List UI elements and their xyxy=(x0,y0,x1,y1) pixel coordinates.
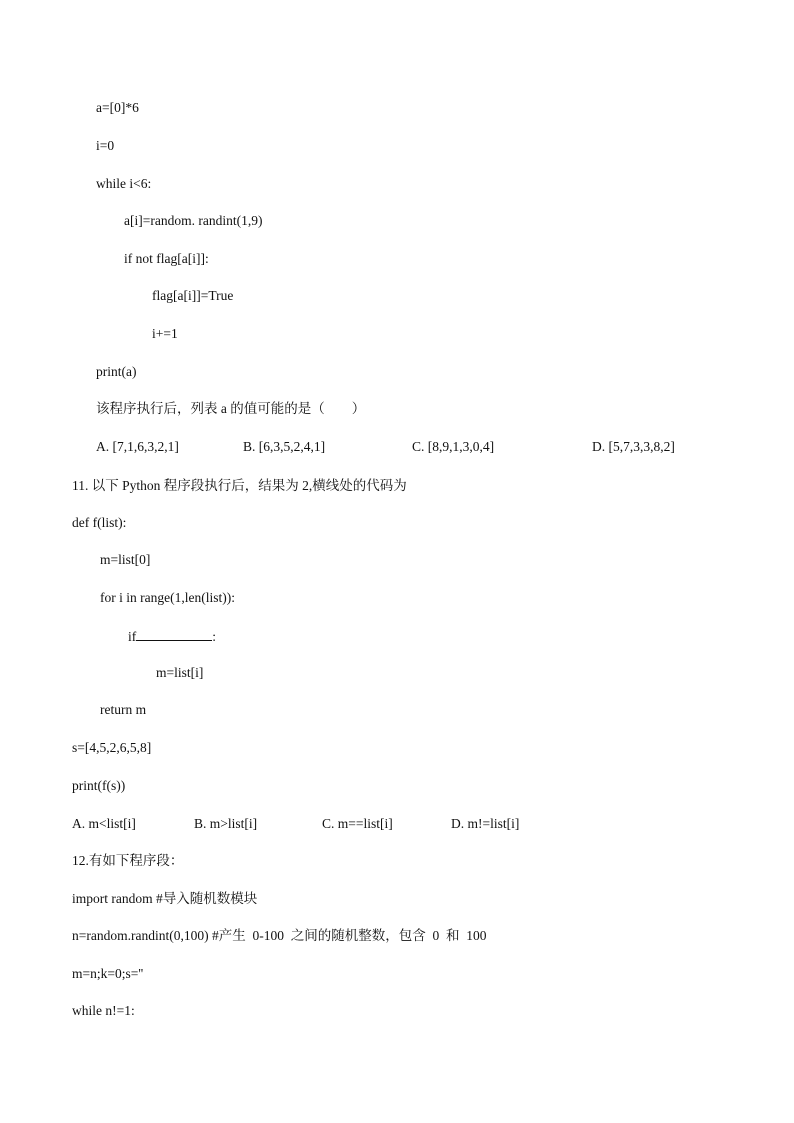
q12-code-line-2: n=random.randint(0,100) #产生 0-100 之间的随机整数，包含 0 和 100 xyxy=(72,928,487,943)
q11-option-a: A. m<list[i] xyxy=(72,816,136,831)
q11-option-c: C. m==list[i] xyxy=(322,816,393,831)
q11-answer-blank xyxy=(136,626,212,641)
q11-code-line-2: m=list[0] xyxy=(100,552,151,567)
q11-code-line-5: m=list[i] xyxy=(156,665,204,680)
q11-code-line-8: print(f(s)) xyxy=(72,778,126,793)
q11-code-line-7: s=[4,5,2,6,5,8] xyxy=(72,740,152,755)
q10-option-b: B. [6,3,5,2,4,1] xyxy=(243,439,326,454)
q11-option-d: D. m!=list[i] xyxy=(451,816,520,831)
q12-code-line-3: m=n;k=0;s='' xyxy=(72,966,144,981)
q11-if-colon: : xyxy=(212,629,217,644)
q12-code-line-4: while n!=1: xyxy=(72,1003,135,1018)
q11-title: 11. 以下 Python 程序段执行后，结果为 2,横线处的代码为 xyxy=(72,478,407,493)
q11-code-line-1: def f(list): xyxy=(72,515,127,530)
q10-code-line-3: while i<6: xyxy=(96,176,152,191)
q10-code-line-7: i+=1 xyxy=(152,326,178,341)
q10-code-line-1: a=[0]*6 xyxy=(96,100,139,115)
q10-code-line-4: a[i]=random. randint(1,9) xyxy=(124,213,263,228)
q12-title: 12.有如下程序段： xyxy=(72,853,184,868)
q11-code-line-4 xyxy=(128,626,216,646)
q10-option-a: A. [7,1,6,3,2,1] xyxy=(96,439,179,454)
q10-question: 该程序执行后，列表 a 的值可能的是（ ） xyxy=(96,401,366,416)
q11-if-keyword: if xyxy=(128,629,137,644)
q11-code-line-3: for i in range(1,len(list)): xyxy=(100,590,235,605)
q10-option-d: D. [5,7,3,3,8,2] xyxy=(592,439,675,454)
q10-code-line-2: i=0 xyxy=(96,138,115,153)
q12-code-line-1: import random #导入随机数模块 xyxy=(72,891,258,906)
q11-option-b: B. m>list[i] xyxy=(194,816,258,831)
q10-code-line-5: if not flag[a[i]]: xyxy=(124,251,209,266)
q10-option-c: C. [8,9,1,3,0,4] xyxy=(412,439,495,454)
q10-code-line-6: flag[a[i]]=True xyxy=(152,288,234,303)
q10-code-line-8: print(a) xyxy=(96,364,137,379)
q11-code-line-6: return m xyxy=(100,702,147,717)
